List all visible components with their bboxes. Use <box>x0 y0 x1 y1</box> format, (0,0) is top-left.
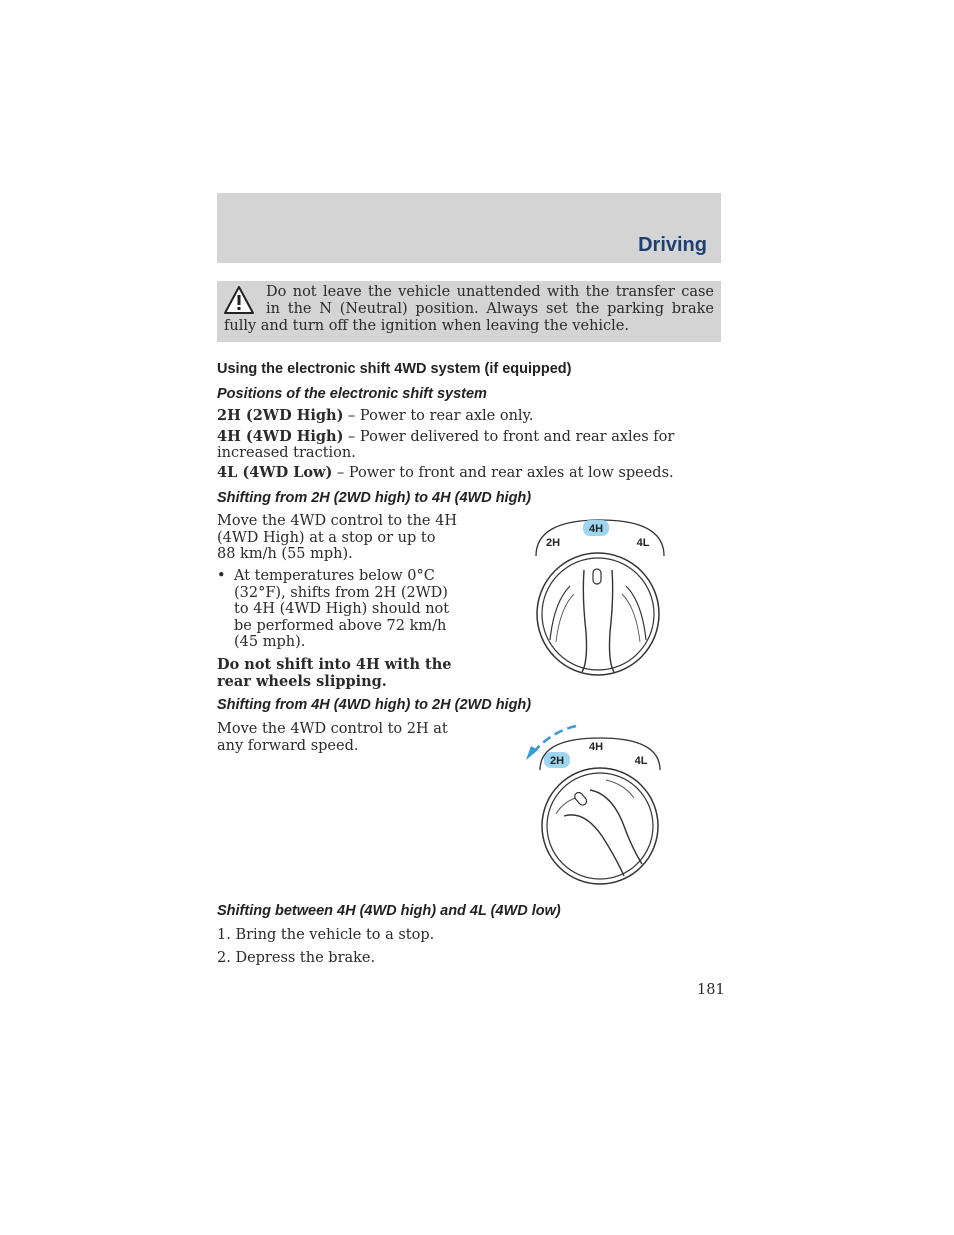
position-4h <box>217 429 721 461</box>
page-number: 181 <box>697 982 725 998</box>
position-term: 4L (4WD Low) <box>217 464 333 481</box>
label-4l: 4L <box>634 755 648 767</box>
knob-indicator-icon <box>593 569 601 584</box>
rotation-arrow <box>532 726 576 754</box>
selector-diagram-4h <box>520 512 680 682</box>
position-desc: – Power to rear axle only. <box>343 408 534 424</box>
bullet-text: At temperatures below 0°C (32°F), shifts from 2H (2WD) to 4H (4WD High) should not be performed above 72 km/h (45 mph). <box>234 568 450 650</box>
warning-box <box>217 281 721 342</box>
section-title: Driving <box>638 234 707 256</box>
knob-face <box>547 773 653 879</box>
shift-warning-text: Do not shift into 4H with the rear wheels slipping. <box>217 656 452 690</box>
position-2h <box>217 408 721 424</box>
temperature-bullet <box>217 568 462 652</box>
label-2h: 2H <box>549 755 565 767</box>
bullet-dot: • <box>217 568 226 584</box>
label-4h: 4H <box>588 523 604 535</box>
shift-4h-4l-heading: Shifting between 4H (4WD high) and 4L (4WD low) <box>217 903 561 919</box>
position-desc: – Power to front and rear axles at low speeds. <box>332 465 674 481</box>
warning-text: Do not leave the vehicle unattended with the transfer case in the N (Neutral) position. Always set the parking brake fully and turn off the ignition when leaving the vehicle. <box>224 284 714 334</box>
header-band <box>217 193 721 263</box>
shift-2h-4h-heading: Shifting from 2H (2WD high) to 4H (4WD high) <box>217 490 532 506</box>
position-4l <box>217 465 721 481</box>
label-4l: 4L <box>636 537 650 549</box>
shift-4h-2h-heading: Shifting from 4H (4WD high) to 2H (2WD high) <box>217 697 532 713</box>
position-term: 2H (2WD High) <box>217 407 344 424</box>
selector-diagram-2h <box>520 718 680 890</box>
shift-2h-4h-paragraph: Move the 4WD control to the 4H (4WD High) at a stop or up to 88 km/h (55 mph). <box>217 513 457 562</box>
position-term: 4H (4WD High) <box>217 428 344 445</box>
section-heading: Using the electronic shift 4WD system (if equipped) <box>217 361 572 377</box>
step-1: 1. Bring the vehicle to a stop. <box>217 927 435 943</box>
positions-heading: Positions of the electronic shift system <box>217 386 487 402</box>
position-desc: – Power delivered to front and rear axles for increased traction. <box>217 429 675 461</box>
label-4h: 4H <box>588 741 604 753</box>
shift-4h-2h-paragraph: Move the 4WD control to 2H at any forward speed. <box>217 721 448 754</box>
step-2: 2. Depress the brake. <box>217 950 376 966</box>
label-2h: 2H <box>545 537 561 549</box>
